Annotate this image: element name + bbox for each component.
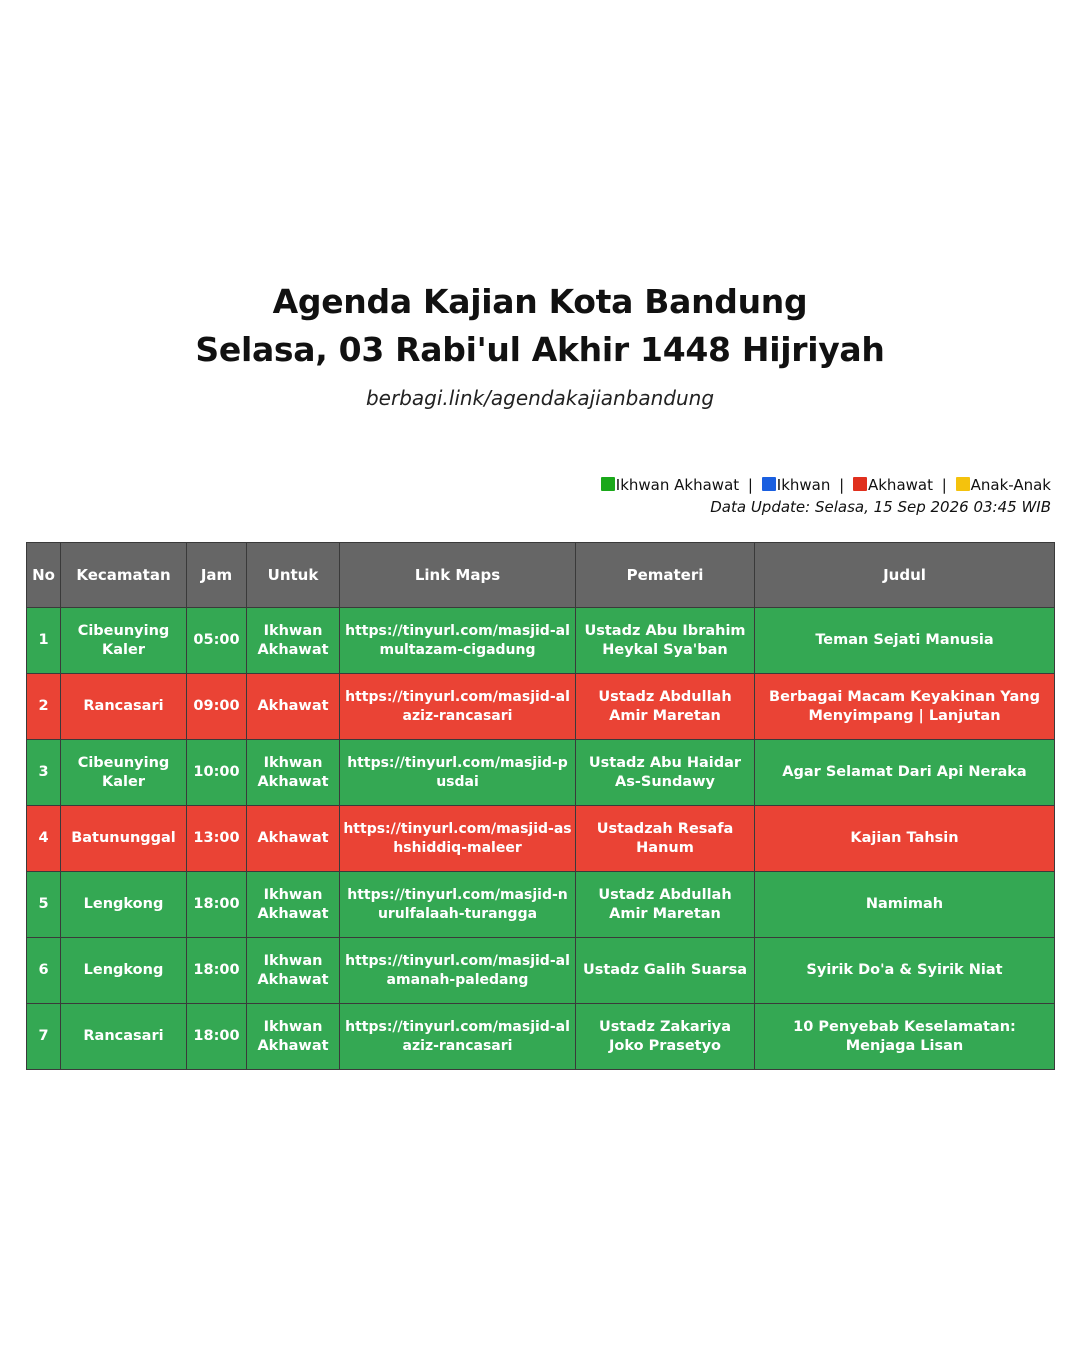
cell-pemateri: Ustadz Abdullah Amir Maretan	[576, 872, 755, 938]
cell-pemateri: Ustadz Galih Suarsa	[576, 938, 755, 1004]
page-subtitle-date: Selasa, 03 Rabi'ul Akhir 1448 Hijriyah	[195, 330, 885, 369]
cell-pemateri: Ustadzah Resafa Hanum	[576, 806, 755, 872]
legend-item-anak-anak	[956, 476, 1051, 494]
cell-judul: Agar Selamat Dari Api Neraka	[755, 740, 1055, 806]
cell-pemateri: Ustadz Abu Ibrahim Heykal Sya'ban	[576, 608, 755, 674]
cell-no: 5	[27, 872, 61, 938]
cell-judul: Syirik Do'a & Syirik Niat	[755, 938, 1055, 1004]
legend-item-ikhwan-akhawat	[601, 476, 744, 494]
cell-link-maps[interactable]: https://tinyurl.com/masjid-alamanah-paledang	[340, 938, 576, 1004]
column-header-kecamatan: Kecamatan	[61, 543, 187, 608]
cell-jam: 13:00	[187, 806, 247, 872]
column-header-pemateri: Pemateri	[576, 543, 755, 608]
column-header-judul: Judul	[755, 543, 1055, 608]
column-header-no: No	[27, 543, 61, 608]
table-row	[27, 608, 1055, 674]
cell-judul: 10 Penyebab Keselamatan: Menjaga Lisan	[755, 1004, 1055, 1070]
cell-link-maps[interactable]: https://tinyurl.com/masjid-almultazam-cigadung	[340, 608, 576, 674]
cell-kecamatan: Batununggal	[61, 806, 187, 872]
cell-pemateri: Ustadz Zakariya Joko Prasetyo	[576, 1004, 755, 1070]
table-row	[27, 938, 1055, 1004]
cell-kecamatan: Rancasari	[61, 674, 187, 740]
legend-label: Ikhwan Akhawat	[615, 476, 740, 494]
cell-jam: 09:00	[187, 674, 247, 740]
cell-jam: 18:00	[187, 938, 247, 1004]
cell-jam: 05:00	[187, 608, 247, 674]
column-header-link-maps: Link Maps	[340, 543, 576, 608]
cell-link-maps[interactable]: https://tinyurl.com/masjid-alaziz-rancasari	[340, 1004, 576, 1070]
agenda-table	[26, 542, 1055, 1070]
legend-label: Akhawat	[867, 476, 933, 494]
table-header-row	[27, 543, 1055, 608]
cell-judul: Namimah	[755, 872, 1055, 938]
cell-judul: Teman Sejati Manusia	[755, 608, 1055, 674]
cell-untuk: Ikhwan Akhawat	[247, 938, 340, 1004]
table-row	[27, 872, 1055, 938]
legend-separator: |	[941, 476, 947, 494]
cell-untuk: Akhawat	[247, 674, 340, 740]
cell-jam: 18:00	[187, 1004, 247, 1070]
cell-link-maps[interactable]: https://tinyurl.com/masjid-alaziz-rancasari	[340, 674, 576, 740]
table-row	[27, 1004, 1055, 1070]
cell-untuk: Akhawat	[247, 806, 340, 872]
cell-kecamatan: Cibeunying Kaler	[61, 740, 187, 806]
blue-square-icon	[762, 477, 776, 491]
legend-separator: |	[839, 476, 845, 494]
legend-label: Anak-Anak	[970, 476, 1051, 494]
cell-kecamatan: Rancasari	[61, 1004, 187, 1070]
table-row	[27, 740, 1055, 806]
cell-kecamatan: Cibeunying Kaler	[61, 608, 187, 674]
column-header-untuk: Untuk	[247, 543, 340, 608]
data-update-timestamp: Data Update: Selasa, 15 Sep 2026 03:45 WIB	[710, 498, 1051, 516]
cell-untuk: Ikhwan Akhawat	[247, 1004, 340, 1070]
cell-no: 6	[27, 938, 61, 1004]
cell-judul: Berbagai Macam Keyakinan Yang Menyimpang | Lanjutan	[755, 674, 1055, 740]
legend	[601, 474, 1051, 518]
cell-pemateri: Ustadz Abu Haidar As-Sundawy	[576, 740, 755, 806]
agenda-link[interactable]: berbagi.link/agendakajianbandung	[365, 386, 715, 410]
cell-jam: 10:00	[187, 740, 247, 806]
page-title: Agenda Kajian Kota Bandung	[272, 282, 808, 321]
table-row	[27, 674, 1055, 740]
column-header-jam: Jam	[187, 543, 247, 608]
cell-untuk: Ikhwan Akhawat	[247, 872, 340, 938]
cell-no: 7	[27, 1004, 61, 1070]
legend-separator: |	[747, 476, 753, 494]
cell-link-maps[interactable]: https://tinyurl.com/masjid-ashshiddiq-maleer	[340, 806, 576, 872]
legend-items	[601, 474, 1051, 496]
cell-no: 2	[27, 674, 61, 740]
cell-untuk: Ikhwan Akhawat	[247, 608, 340, 674]
yellow-square-icon	[956, 477, 970, 491]
cell-jam: 18:00	[187, 872, 247, 938]
cell-pemateri: Ustadz Abdullah Amir Maretan	[576, 674, 755, 740]
table-row	[27, 806, 1055, 872]
cell-kecamatan: Lengkong	[61, 938, 187, 1004]
cell-link-maps[interactable]: https://tinyurl.com/masjid-nurulfalaah-turangga	[340, 872, 576, 938]
page-header	[0, 278, 1080, 412]
cell-no: 1	[27, 608, 61, 674]
legend-label: Ikhwan	[776, 476, 831, 494]
cell-kecamatan: Lengkong	[61, 872, 187, 938]
cell-no: 4	[27, 806, 61, 872]
cell-no: 3	[27, 740, 61, 806]
legend-item-akhawat	[853, 476, 938, 494]
green-square-icon	[601, 477, 615, 491]
agenda-table-body	[27, 608, 1055, 1070]
cell-untuk: Ikhwan Akhawat	[247, 740, 340, 806]
cell-judul: Kajian Tahsin	[755, 806, 1055, 872]
cell-link-maps[interactable]: https://tinyurl.com/masjid-pusdai	[340, 740, 576, 806]
red-square-icon	[853, 477, 867, 491]
legend-item-ikhwan	[762, 476, 835, 494]
